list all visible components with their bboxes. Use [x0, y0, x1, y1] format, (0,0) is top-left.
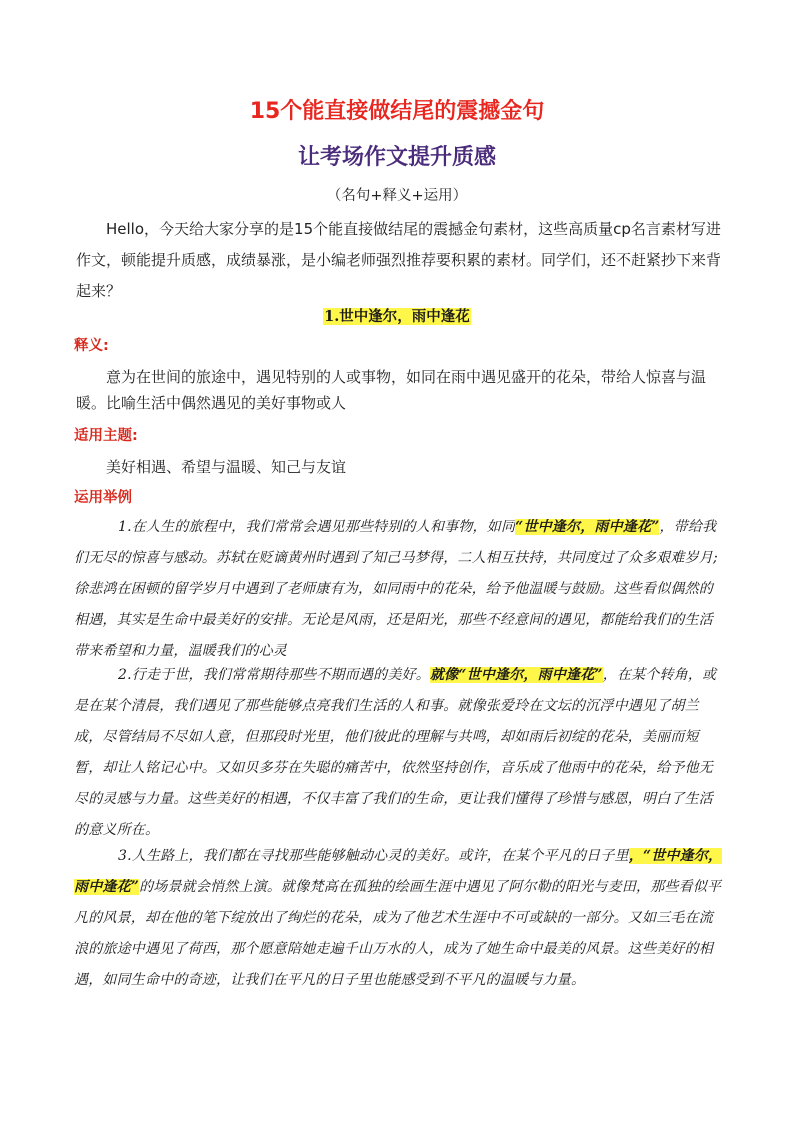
example-3-highlight: ，“世中逢尔，雨中逢花”	[74, 848, 723, 895]
example-2-highlight: 就像“世中逢尔，雨中逢花”	[429, 667, 603, 683]
themes-text: 美好相遇、希望与温暖、知己与友谊	[106, 458, 347, 476]
example-2-text-before: 2.行走于世，我们常常期待那些不期而遇的美好。	[118, 667, 430, 683]
section-heading	[0, 305, 794, 329]
page-title: 15个能直接做结尾的震撼金句	[249, 99, 545, 124]
format-note: （名句+释义+运用）	[326, 188, 468, 204]
usage-label: 运用举例	[74, 490, 132, 506]
themes-label: 适用主题:	[74, 428, 138, 444]
example-paragraph-1	[74, 512, 726, 667]
example-paragraph-2	[74, 660, 726, 846]
example-3-text-before: 3.人生路上，我们都在寻找那些能够触动心灵的美好。或许，在某个平凡的日子里	[118, 848, 629, 864]
example-1-text-before: 1.在人生的旅程中，我们常常会遇见那些特别的人和事物，如同	[118, 519, 516, 535]
example-paragraph-3	[74, 841, 726, 996]
page-subtitle: 让考场作文提升质感	[297, 145, 496, 170]
meaning-label: 释义:	[74, 338, 109, 354]
section-heading-text: 1.世中逢尔，雨中逢花	[324, 308, 470, 325]
example-1-text-after: ，带给我们无尽的惊喜与感动。苏轼在贬谪黄州时遇到了知己马梦得，二人相互扶持，共同度过了众多艰难岁月;徐悲鸿在困顿的留学岁月中遇到了老师康有为，如同雨中的花朵，给予他温暖与鼓励。这些看似偶然的相遇，其实是生命中最美好的安排。无论是风雨，还是阳光，那些不经意间的遇见，都能给我们的生活带来希望和力量，温暖我们的心灵	[74, 519, 718, 659]
example-3-text-after: 的场景就会悄然上演。就像梵高在孤独的绘画生涯中遇见了阿尔勒的阳光与麦田，那些看似平凡的风景，却在他的笔下绽放出了绚烂的花朵，成为了他艺术生涯中不可或缺的一部分。又如三毛在流浪的旅途中遇见了荷西，那个愿意陪她走遍千山万水的人，成为了她生命中最美的风景。这些美好的相遇，如同生命中的奇迹，让我们在平凡的日子里也能感受到不平凡的温暖与力量。	[74, 879, 722, 988]
example-1-highlight: “世中逢尔，雨中逢花”	[515, 519, 660, 535]
example-2-text-after: ，在某个转角，或是在某个清晨，我们遇见了那些能够点亮我们生活的人和事。就像张爱玲在文坛的沉浮中遇见了胡兰成，尽管结局不尽如人意，但那段时光里，他们彼此的理解与共鸣，却如雨后初绽的花朵，美丽而短暂，却让人铭记心中。又如贝多芬在失聪的痛苦中，依然坚持创作，音乐成了他雨中的花朵，给予他无尽的灵感与力量。这些美好的相遇，不仅丰富了我们的生命，更让我们懂得了珍惜与感恩，明白了生活的意义所在。	[74, 667, 717, 838]
intro-paragraph: Hello，今天给大家分享的是15个能直接做结尾的震撼金句素材，这些高质量cp名言素材写进作文，顿能提升质感，成绩暴涨，是小编老师强烈推荐要积累的素材。同学们，还不赶紧抄下来背起来？	[76, 220, 722, 300]
meaning-text: 意为在世间的旅途中，遇见特别的人或事物，如同在雨中遇见盛开的花朵，带给人惊喜与温暖。比喻生活中偶然遇见的美好事物或人	[76, 368, 707, 412]
